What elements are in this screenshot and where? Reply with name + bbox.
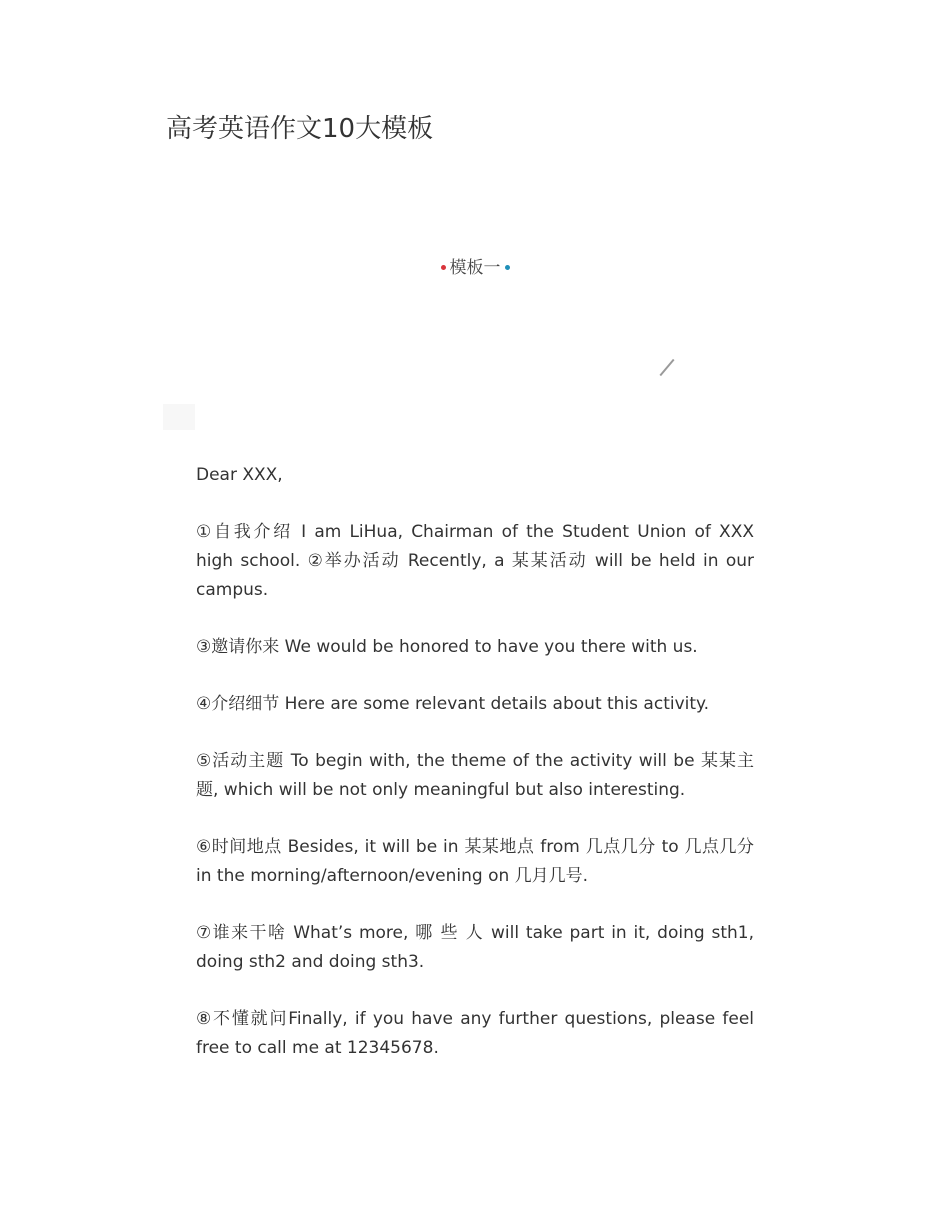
letter-paragraph-5: ⑥时间地点 Besides, it will be in 某某地点 from 几点几分 to 几点几分 in the morning/afternoon/evening on 几月几号. — [196, 837, 754, 886]
letter-paragraph-4: ⑤活动主题 To begin with, the theme of the activity will be 某某主题, which will be not only meaningful but also interesting. — [196, 751, 754, 800]
letter-paragraph-6: ⑦谁来干啥 What’s more, 哪 些 人 will take part in it, doing sth1, doing sth2 and doing sth3. — [196, 923, 754, 972]
letter-paragraph-7: ⑧不懂就问Finally, if you have any further questions, please feel free to call me at 12345678. — [196, 1009, 754, 1058]
section-heading-label: 模板一 — [449, 258, 501, 278]
slash-decoration-icon — [659, 359, 674, 376]
letter-paragraph-1: ①自我介绍 I am LiHua, Chairman of the Student Union of XXX high school. ②举办活动 Recently, a 某某活动 will be held in our campus. — [196, 522, 754, 600]
red-dot-icon — [441, 265, 446, 270]
blue-dot-icon — [505, 265, 510, 270]
letter-paragraph-3: ④介绍细节 Here are some relevant details about this activity. — [196, 694, 710, 714]
letter-body — [196, 461, 754, 1091]
section-heading — [0, 256, 950, 280]
letter-salutation: Dear XXX, — [196, 465, 283, 485]
faint-placeholder-block — [163, 404, 195, 430]
letter-paragraph-2: ③邀请你来 We would be honored to have you there with us. — [196, 637, 698, 657]
page-title: 高考英语作文10大模板 — [166, 114, 434, 144]
